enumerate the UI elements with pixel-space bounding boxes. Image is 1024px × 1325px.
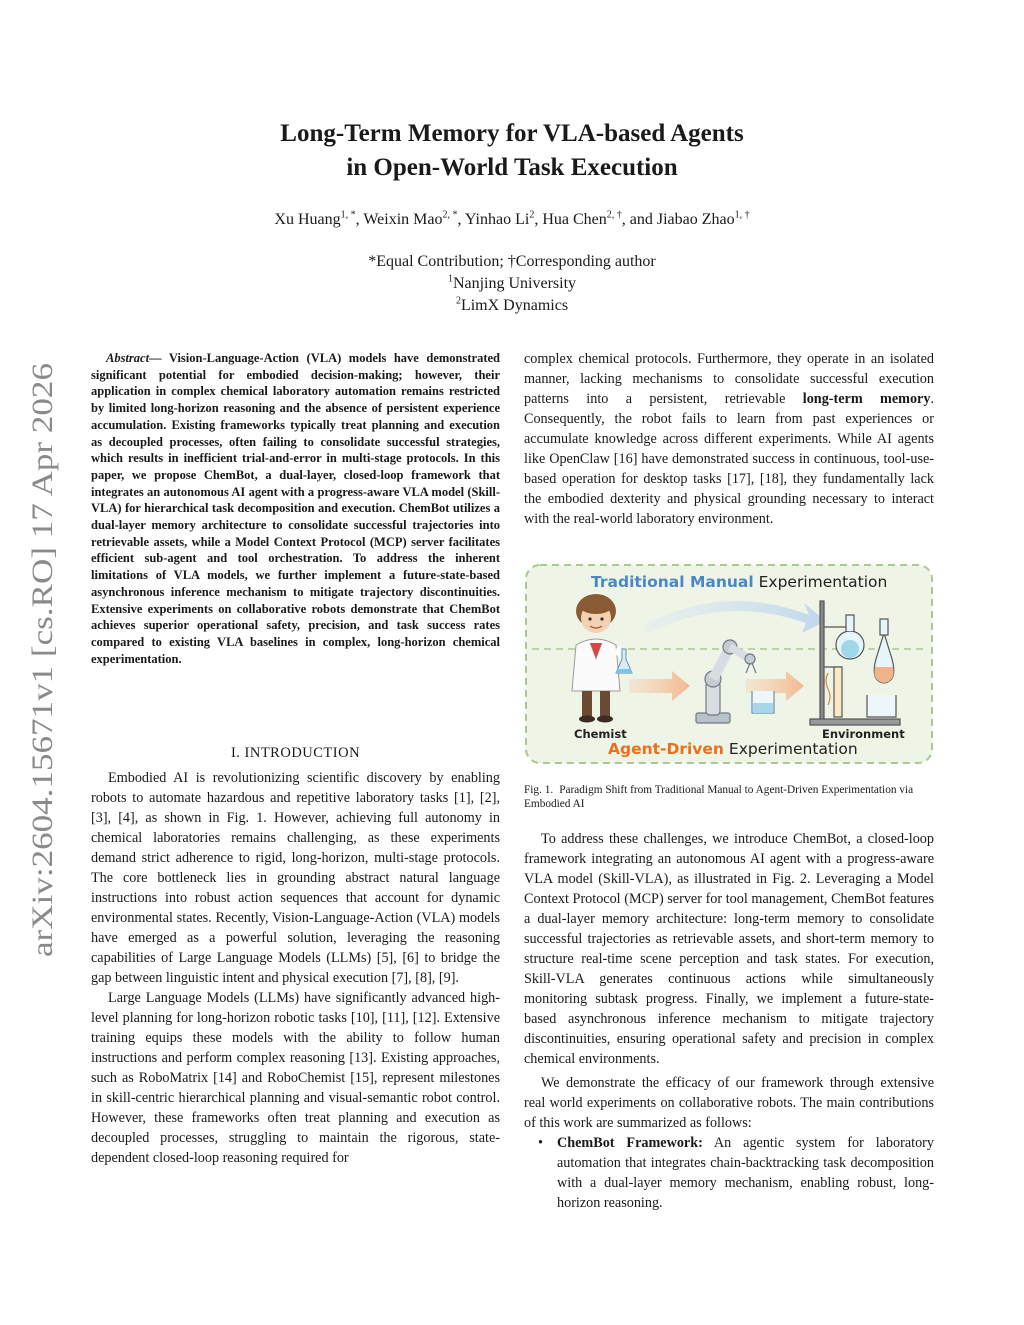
figure-1-illustration	[524, 563, 934, 765]
figure-bottom-title	[608, 740, 858, 758]
beaker-icon	[752, 691, 774, 713]
author-sup: 2, †	[606, 209, 622, 221]
text-run: . Consequently, the robot fails to learn from past experiences or accumulate knowledge across different experiments. While AI agents like OpenClaw [16] have demonstrated success in continuous, tool-use-based operation for desktop tasks [17], [18], they fundamentally lack the embodied dexterity and physical grounding necessary to interact with the real-world laboratory environment.	[524, 391, 934, 527]
bottom-rest: Experimentation	[723, 740, 858, 758]
affiliation-2	[120, 295, 904, 317]
title-line-2: in Open-World Task Execution	[346, 154, 678, 181]
author-name: Xu Huang	[274, 211, 341, 228]
figure-top-title	[591, 573, 887, 591]
caption-label: Fig. 1.	[524, 784, 554, 796]
contribution-title: ChemBot Framework:	[557, 1135, 703, 1151]
section-heading: I. INTRODUCTION	[230, 745, 361, 761]
aff-sup: 2	[455, 295, 461, 307]
top-rest: Experimentation	[753, 573, 888, 591]
intro-paragraph-1: Embodied AI is revolutionizing scientific discovery by enabling robots to automate hazardous and repetitive laboratory tasks [1], [2], [3], [4], as shown in Fig. 1. However, achieving full autonomy in chemical laboratories remains challenging, as these experiments demand strict adherence to rigid, long-horizon, multi-stage protocols. The core bottleneck lies in grounding abstract natural language instructions into robust action sequences that account for dynamic environmental states. Recently, Vision-Language-Action (VLA) models have emerged as a powerful solution, leveraging the reasoning capabilities of Large Language Models (LLMs) [5], [6] to bridge the gap between linguistic intent and physical execution [7], [8], [9].	[91, 770, 500, 986]
arxiv-id: arXiv:2604.15671v1 [cs.RO] 17 Apr 2026	[26, 448, 59, 957]
author-sup: 2, *	[442, 209, 458, 221]
abstract-text: Vision-Language-Action (VLA) models have demonstrated significant potential for embodied decision-making; however, their application in complex chemical laboratory automation remains restricted by limited long-horizon reasoning and the absence of persistent experience accumulation. Existing frameworks typically treat planning and execution as decoupled processes, often failing to consolidate successful strategies, which results in inefficient trial-and-error in multi-stage protocols. In this paper, we propose ChemBot, a dual-layer, closed-loop framework that integrates an autonomous AI agent with a progress-aware VLA model (Skill-VLA) for hierarchical task decomposition and execution. ChemBot utilizes a dual-layer memory architecture to consolidate successful trajectories into retrievable assets, while a Model Context Protocol (MCP) server facilitates efficient sub-agent and tool orchestration. To address the inherent limitations of VLA models, we further implement a future-state-based asynchronous inference mechanism to mitigate trajectory discontinuities. Extensive experiments on collaborative robots demonstrate that ChemBot achieves superior operational safety, precision, and task success rates compared to existing VLA baselines in complex, long-horizon chemical experimentation.	[91, 351, 500, 666]
contribution-text: An agentic system for laboratory automation that integrates chain-backtracking task decomposition with a dual-layer memory mechanism, enabling robust, long-horizon reasoning.	[557, 1135, 934, 1211]
author-name: Hua Chen	[542, 211, 607, 228]
author-name: Jiabao Zhao	[656, 211, 735, 228]
arxiv-stamp	[12, 360, 62, 960]
right-bottom-text	[524, 829, 934, 1213]
paper-title	[120, 117, 904, 185]
author-name: Weixin Mao	[363, 211, 443, 228]
text-run: complex chemical protocols. Furthermore, they operate in an isolated manner, lacking mechanisms to consolidate successful execution patterns into a persistent, retrievable	[524, 351, 934, 407]
figure-label-right: Environment	[822, 727, 905, 741]
caption-text: Paradigm Shift from Traditional Manual to Agent-Driven Experimentation via Embodied AI	[524, 784, 914, 810]
right-paragraph-2: To address these challenges, we introduce ChemBot, a closed-loop framework integrating an autonomous AI agent with a progress-aware VLA model (Skill-VLA), as illustrated in Fig. 2. Leveraging a Model Context Protocol (MCP) server for tool management, ChemBot features a dual-layer memory architecture: long-term memory to consolidate successful trajectories as retrievable assets, and short-term memory to structure real-time scene perception and task states. For execution, Skill-VLA generates continuous actions while simultaneously monitoring subtask progress. Finally, we implement a future-state-based asynchronous inference mechanism to mitigate trajectory discontinuities, ensuring operational safety and precision in complex chemical environments.	[524, 831, 934, 1067]
author-sup: 2	[529, 209, 535, 221]
figure-1-caption	[524, 783, 934, 811]
contribution-list	[524, 1133, 934, 1213]
arxiv-stamp-svg	[12, 360, 62, 960]
figure-label-left: Chemist	[574, 727, 627, 741]
aff-name: Nanjing University	[452, 275, 577, 292]
aff-sup: 1	[447, 273, 453, 285]
right-paragraph-1	[524, 349, 934, 529]
author-name: Yinhao Li	[464, 211, 530, 228]
aff-name: LimX Dynamics	[460, 297, 569, 314]
figure-1	[524, 563, 934, 765]
top-highlight: Traditional Manual	[591, 573, 754, 591]
abstract-dash: —	[149, 351, 169, 365]
intro-left	[91, 768, 500, 1168]
bottom-highlight: Agent-Driven	[608, 740, 724, 758]
author-sup: 1, *	[340, 209, 356, 221]
affiliations	[120, 251, 904, 317]
author-sup: 1, †	[734, 209, 750, 221]
title-line-1: Long-Term Memory for VLA-based Agents	[280, 120, 744, 147]
right-top-text	[524, 349, 934, 529]
author-list: Xu Huang$^{1, *}$, Weixin Mao$^{2, *}$, Yinhao Li$^2$, Hua Chen$^{2, \dagger}$, and Jiabao Zhao$^{1, \dagger}$	[274, 209, 750, 228]
abstract	[91, 350, 500, 667]
contribution-note: *Equal Contribution; †Corresponding author	[368, 253, 656, 270]
affiliation-1	[120, 273, 904, 295]
right-paragraph-3: We demonstrate the efficacy of our framework through extensive real world experiments on collaborative robots. The main contributions of this work are summarized as follows:	[524, 1075, 934, 1131]
intro-paragraph-2: Large Language Models (LLMs) have significantly advanced high-level planning for long-horizon robotic tasks [10], [11], [12]. Extensive training equips these models with the ability to follow human instructions and perform complex reasoning [13]. Existing approaches, such as RoboMatrix [14] and RoboChemist [15], represent milestones in skill-centric hierarchical planning and visual-semantic robot control. However, these frameworks often treat planning and execution as decoupled processes, struggling to maintain the rigorous, state-dependent closed-loop reasoning required for	[91, 990, 500, 1166]
bold-term: long-term memory	[802, 391, 931, 407]
abstract-label: Abstract	[106, 351, 150, 365]
contribution-item	[524, 1133, 934, 1213]
